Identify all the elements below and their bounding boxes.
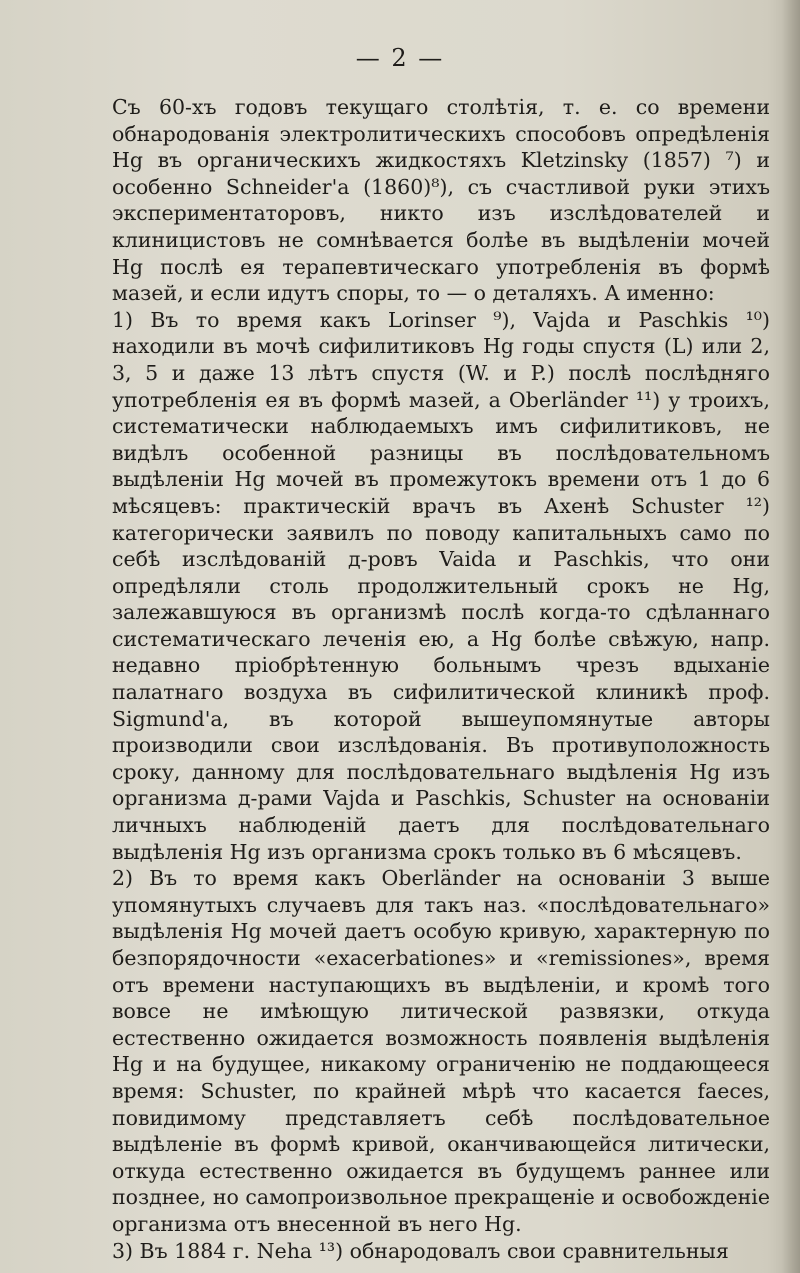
page-number: — 2 — <box>355 44 445 72</box>
paragraph-intro: Съ 60-хъ годовъ текущаго столѣтія, т. е. со времени обнародованія электролитическихъ способовъ опредѣленія Hg въ органическихъ жидкостяхъ Kletzinsky (1857) ⁷) и особенно Schneider'а (1860)⁸), съ счастливой руки этихъ экспериментаторовъ, никто изъ изслѣдователей и клиницистовъ не сомнѣвается болѣе въ выдѣленіи мочей Hg послѣ ея терапевтическаго употребленія въ формѣ мазей, и если идутъ споры, то — о деталяхъ. А именно: <box>112 95 770 306</box>
page-text <box>112 94 770 1264</box>
paragraph-point-1: 1) Въ то время какъ Lorinser ⁹), Vajda и Paschkis ¹⁰) находили въ мочѣ сифилитиковъ Hg годы спустя (L) или 2, 3, 5 и даже 13 лѣтъ спустя (W. и P.) послѣ послѣдняго употребленія ея въ формѣ мазей, а Oberländer ¹¹) у троихъ, систематически наблюдаемыхъ имъ сифилитиковъ, не видѣлъ особенной разницы въ послѣдовательномъ выдѣленіи Hg мочей въ промежутокъ времени отъ 1 до 6 мѣсяцевъ: практическій врачъ въ Ахенѣ Schuster ¹²) категорически заявилъ по поводу капитальныхъ само по себѣ изслѣдованій д-ровъ Vaida и Paschkis, что они опредѣляли столь продолжительный срокъ не Hg, залежавшуюся въ организмѣ послѣ когда-то сдѣланнаго систематическаго леченія ею, а Hg болѣе свѣжую, напр. недавно пріобрѣтенную больнымъ чрезъ вдыханіе палатнаго воздуха въ сифилитической клиникѣ проф. Sigmund'а, въ которой вышеупомянутые авторы производили свои изслѣдованія. Въ противуположность сроку, данному для послѣдовательнаго выдѣленія Hg изъ организма д-рами Vajda и Paschkis, Schuster на основаніи личныхъ наблюденій даетъ для послѣдовательнаго выдѣленія Hg изъ организма срокъ только въ 6 мѣсяцевъ. <box>112 307 770 864</box>
page-edge-shadow <box>782 0 800 1273</box>
paragraph-point-2: 2) Въ то время какъ Oberländer на основаніи 3 выше упомянутыхъ случаевъ для такъ наз. «послѣдовательнаго» выдѣленія Hg мочей даетъ особую кривую, характерную по безпорядочности «exacerbationes» и «remissiones», время отъ времени наступающихъ въ выдѣленіи, и кромѣ того вовсе не имѣющую литической развязки, откуда естественно ожидается возможность появленія выдѣленія Hg и на будущее, никакому ограниченію не поддающееся время: Schuster, по крайней мѣрѣ что касается faeces, повидимому представляетъ себѣ послѣдовательное выдѣленіе въ формѣ кривой, оканчивающейся литически, откуда естественно ожидается въ будущемъ раннее или позднее, но самопроизвольное прекращеніе и освобожденіе организма отъ внесенной въ него Hg. <box>112 866 770 1236</box>
paragraph-point-3: 3) Въ 1884 г. Neha ¹³) обнародовалъ свои сравнительныя <box>112 1238 729 1263</box>
